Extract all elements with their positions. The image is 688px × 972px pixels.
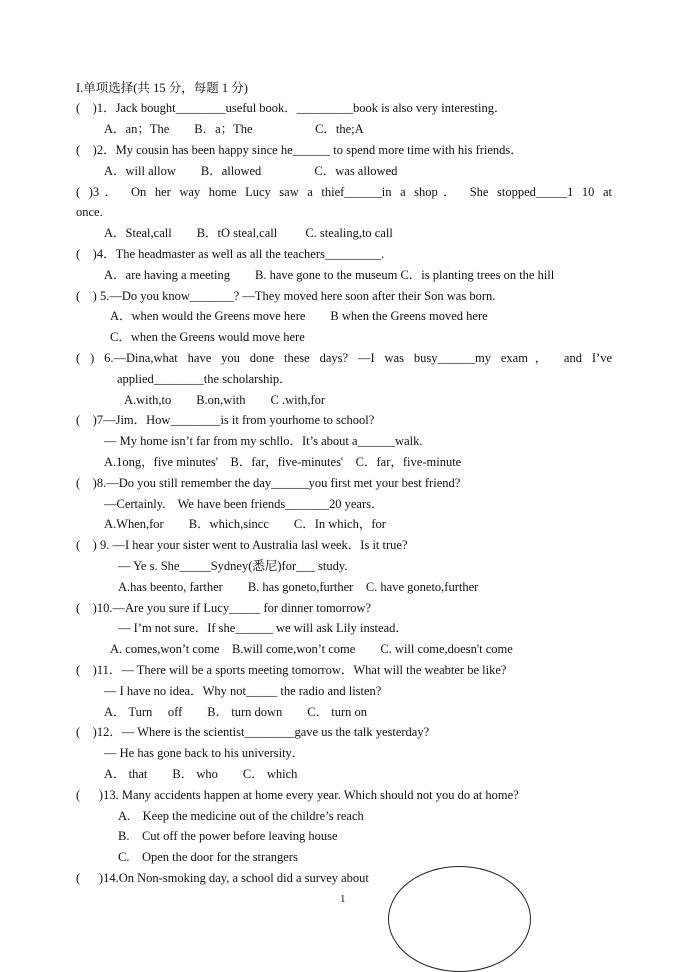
options-4: A．are having a meeting B. have gone to the museum C．is planting trees on the hill [104, 268, 555, 282]
options-2: A．will allow B．allowed C．was allowed [104, 164, 398, 178]
question-6-cont: applied________the scholarship． [117, 372, 292, 386]
option-13-c: C. Open the door for the strangers [118, 850, 298, 864]
options-12: A． that B． who C． which [104, 767, 298, 781]
options-6: A.with,to B.on,with C .with,for [124, 393, 326, 407]
options-9: A.has beento, farther B. has goneto,further C. have goneto,further [118, 580, 479, 594]
options-11: A． Turn off B． turn down C． turn on [104, 705, 367, 719]
section-title: I.单项选择(共 15 分，每题 1 分) [76, 81, 248, 95]
option-13-b: B. Cut off the power before leaving house [118, 829, 338, 843]
options-5-c: C．when the Greens would move here [110, 330, 305, 344]
options-5-ab: A．when would the Greens move here B when the Greens moved here [110, 309, 488, 323]
question-9: ( ) 9. —I hear your sister went to Australia lasl week．Is it true? [76, 538, 408, 552]
question-10: ( )10.—Are you sure if Lucy_____ for dinner tomorrow? [76, 601, 372, 615]
question-10-reply: — I’m not sure．If she______ we will ask Lily instead． [118, 621, 408, 635]
option-13-a: A. Keep the medicine out of the childre’s reach [118, 809, 364, 823]
question-7-reply: — My home isn’t far from my schllo．It’s about a______walk. [104, 434, 423, 448]
options-7: A.1ong，five minutes' B．far，five-minutes' C．far，five-minute [104, 455, 462, 469]
question-8-reply: —Certainly. We have been friends_______20 years． [104, 497, 384, 511]
question-11: ( )11．— There will be a sports meeting tomorrow．What will the weabter be like? [76, 663, 507, 677]
question-3: ( )3． On her way home Lucy saw a thief______in a shop． She stopped_____1 10 at [76, 185, 612, 199]
question-12: ( )12．— Where is the scientist________gave us the talk yesterday? [76, 725, 430, 739]
question-7: ( )7—Jim．How________is it from yourhome to school? [76, 413, 375, 427]
question-13: ( )13. Many accidents happen at home every year. Which should not you do at home? [76, 788, 519, 802]
options-8: A.When,for B．which,sincc C．In which，for [104, 517, 386, 531]
page-number: 1 [340, 893, 346, 905]
question-4: ( )4．The headmaster as well as all the teachers_________. [76, 247, 385, 261]
question-3-cont: once. [76, 205, 103, 219]
question-14: ( )14.On Non-smoking day, a school did a survey about [76, 871, 369, 885]
question-8: ( )8.—Do you still remember the day______you first met your best friend? [76, 476, 461, 490]
question-5: ( ) 5.—Do you know_______? —They moved here soon after their Son was born. [76, 289, 496, 303]
options-10: A. comes,won’t come B.will come,won’t come C. will come,doesn't come [110, 642, 513, 656]
question-1: ( )1．Jack bought________useful book．_________book is also very interesting． [76, 101, 507, 115]
hand-drawn-oval [388, 866, 531, 972]
question-12-reply: — He has gone back to his university． [104, 746, 305, 760]
options-1: A．an；The B．a；The C．the;A [104, 122, 364, 136]
options-3: A．Steal,call B．tO steal,call C. stealing,to call [104, 226, 393, 240]
question-11-reply: — I have no idea．Why not_____ the radio and listen? [104, 684, 382, 698]
question-2: ( )2．My cousin has been happy since he______ to spend more time with his friends． [76, 143, 523, 157]
question-6: ( ) 6.—Dina,what have you done these days? —I was busy______my exam， and I’ve [76, 351, 612, 365]
question-9-reply: — Ye s. She_____Sydney(悉尼)for___ study. [118, 559, 348, 573]
